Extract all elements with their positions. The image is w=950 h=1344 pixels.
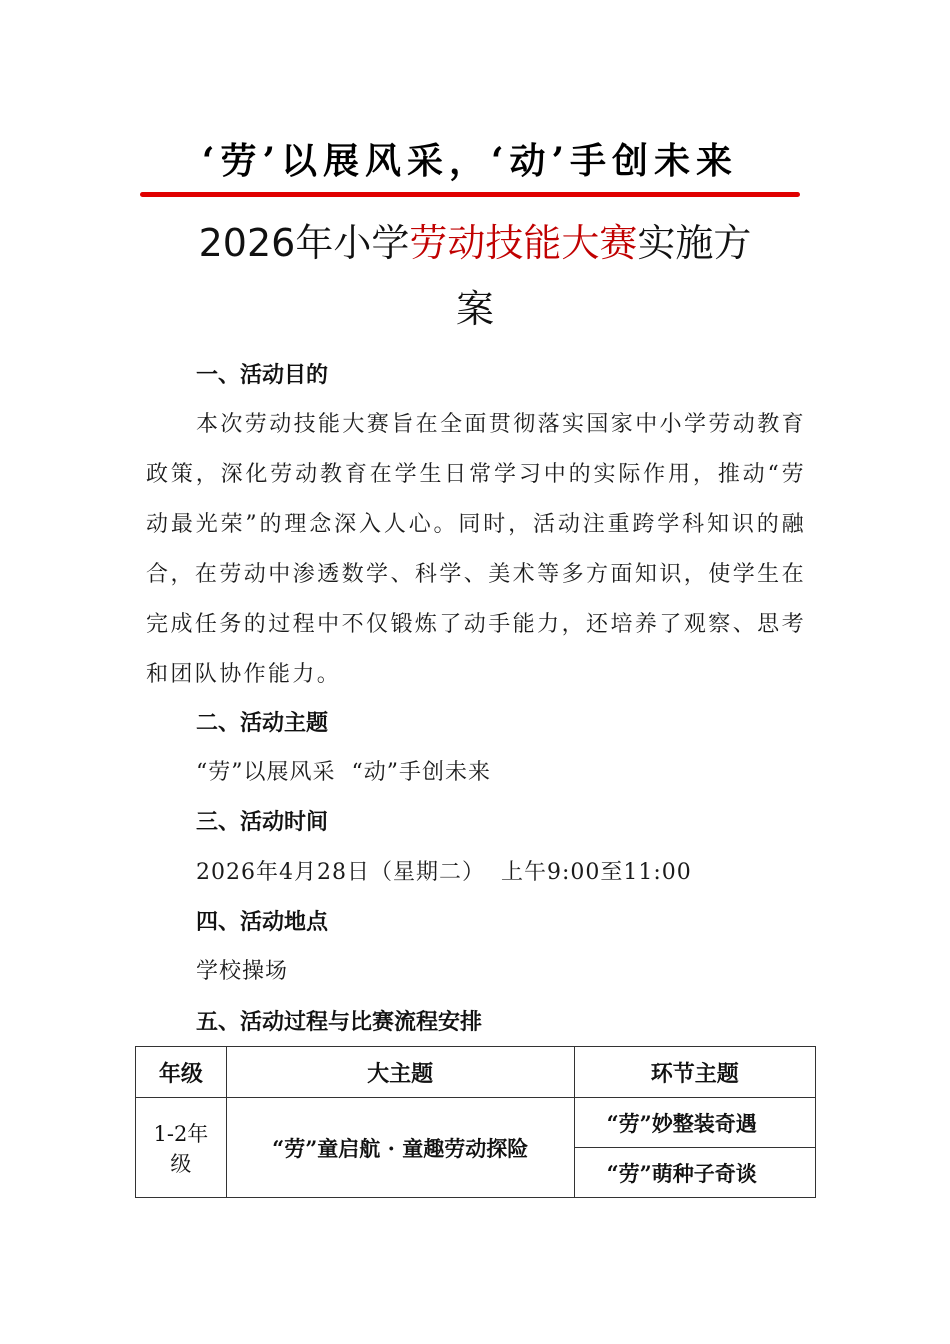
table-header-row <box>136 1047 816 1098</box>
title-accent: 劳动技能大赛 <box>409 221 638 265</box>
table-cell-main-theme: “劳”童启航 · 童趣劳动探险 <box>226 1098 574 1198</box>
section-body-purpose: 本次劳动技能大赛旨在全面贯彻落实国家中小学劳动教育政策，深化劳动教育在学生日常学习中的实际作用，推动“劳动最光荣”的理念深入人心。同时，活动注重跨学科知识的融合，在劳动中渗透数学、科学、美术等多方面知识，使学生在完成任务的过程中不仅锻炼了动手能力，还培养了观察、思考和团队协作能力。 <box>146 412 807 687</box>
table-cell-sub-theme: “劳”萌种子奇谈 <box>574 1148 815 1198</box>
title-suffix-line1: 实施方 <box>637 221 752 265</box>
section-heading-time: 三、活动时间 <box>196 810 329 835</box>
table-header-sub-theme: 环节主题 <box>574 1047 815 1098</box>
section-body-location: 学校操场 <box>196 959 289 984</box>
red-divider-line <box>140 192 800 197</box>
table-header-grade: 年级 <box>136 1047 227 1098</box>
section-heading-theme: 二、活动主题 <box>196 711 329 736</box>
table-header-main-theme: 大主题 <box>226 1047 574 1098</box>
section-body-theme: “劳”以展风采 “动”手创未来 <box>196 760 491 785</box>
table-cell-grade: 1-2年级 <box>136 1098 227 1198</box>
section-heading-location: 四、活动地点 <box>196 910 329 935</box>
title-suffix-line2: 案 <box>455 287 494 331</box>
table-cell-sub-theme: “劳”妙整装奇遇 <box>574 1098 815 1148</box>
document-title <box>120 210 830 342</box>
section-body-time: 2026年4月28日（星期二） 上午9:00至11:00 <box>196 860 692 885</box>
section-heading-purpose: 一、活动目的 <box>196 363 329 388</box>
schedule-table <box>135 1046 816 1198</box>
table-row <box>136 1098 816 1148</box>
slogan-heading: ‘劳’以展风采，‘动’手创未来 <box>201 140 739 182</box>
title-prefix: 2026年小学 <box>198 221 410 265</box>
section-heading-process: 五、活动过程与比赛流程安排 <box>196 1010 483 1035</box>
